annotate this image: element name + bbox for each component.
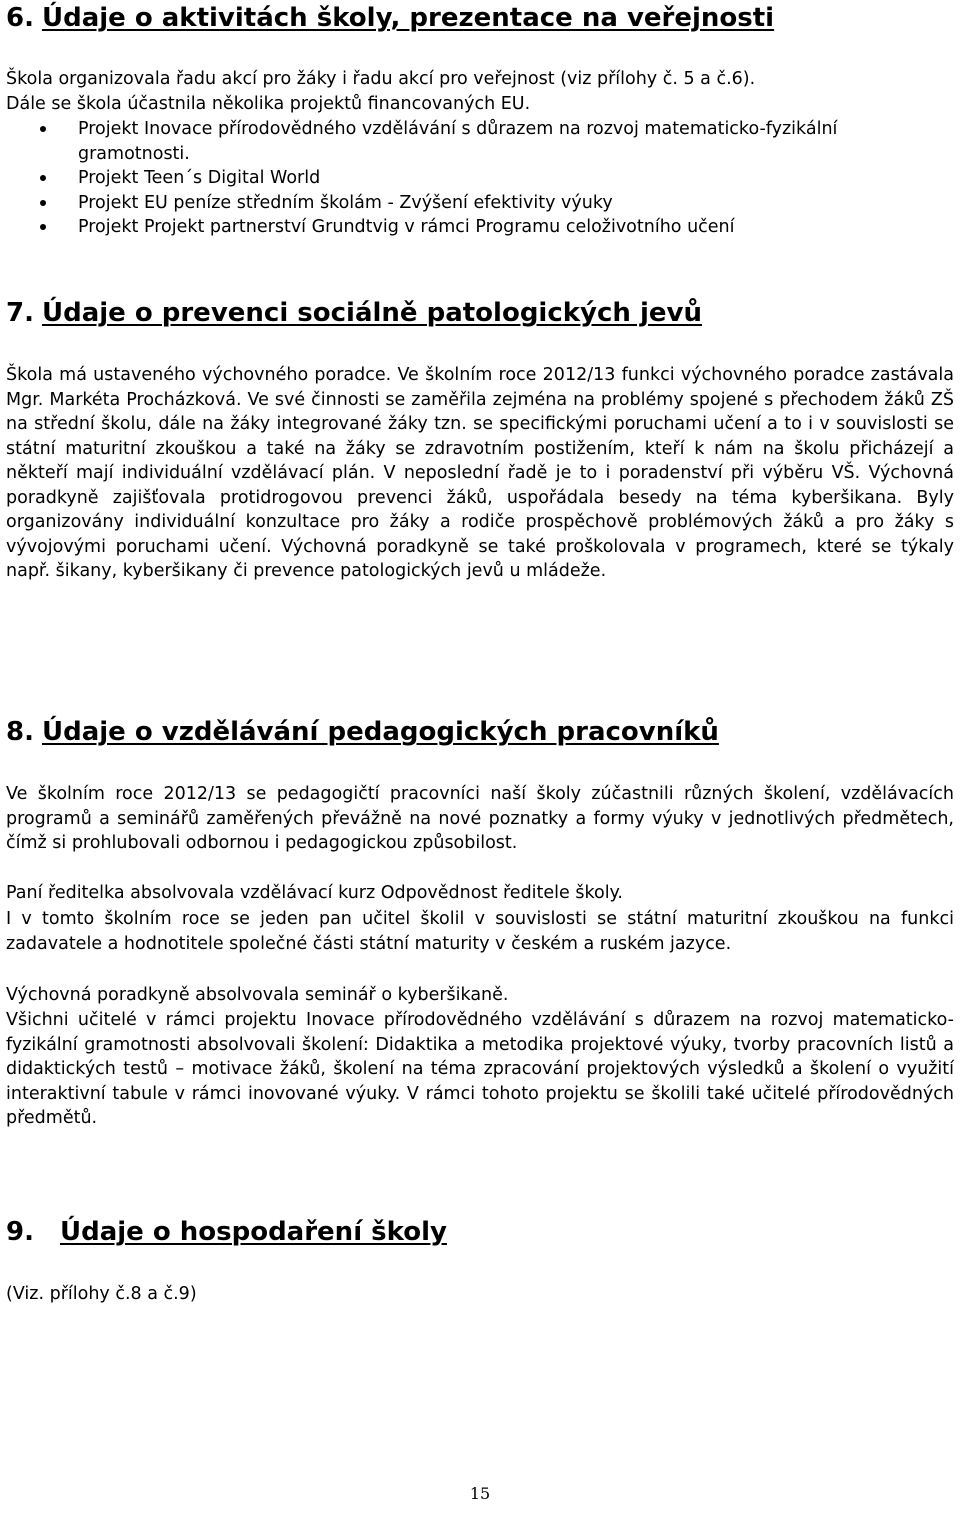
list-item <box>0 191 938 216</box>
section-9-number: 9. <box>6 1217 34 1247</box>
list-item <box>0 166 938 191</box>
section-9-heading <box>6 1216 447 1248</box>
section-9-title: Údaje o hospodaření školy <box>59 1217 447 1247</box>
bullet-icon <box>40 126 46 132</box>
section-8-number: 8. <box>6 717 34 747</box>
section-6-number: 6. <box>6 3 34 33</box>
project-item-text: Projekt Inovace přírodovědného vzdělávání s důrazem na rozvoj matematicko-fyzikální gramotnosti. <box>78 119 838 164</box>
list-item <box>0 117 938 166</box>
section-8-heading <box>6 716 719 748</box>
section-6-title: Údaje o aktivitách školy, prezentace na veřejnosti <box>41 3 775 33</box>
section-7-heading <box>6 297 702 329</box>
section-7-paragraph: Škola má ustaveného výchovného poradce. Ve školním roce 2012/13 funkci výchovného poradce zastávala Mgr. Markéta Procházková. Ve své činnosti se zaměřila zejména na problémy spojené s přechodem žáků ZŠ na střední školu, dále na žáky integrované žáky tzn. se specifickými poruchami učení a to i v souvislosti se státní maturitní zkouškou a také na žáky se zdravotním postižením, kteří k nám na školu přicházejí a někteří mají individuální vzdělávací plán. V neposlední řadě je to i poradenství při výběru VŠ. Výchovná poradkyně zajišťovala protidrogovou prevenci žáků, uspořádala besedy na téma kyberšikana. Byly organizovány individuální konzultace pro žáky a rodiče prospěchově problémových žáků a pro žáky s vývojovými poruchami učení. Výchovná poradkyně se také proškolovala v programech, které se týkaly např. šikany, kyberšikany či prevence patologických jevů u mládeže. <box>6 365 954 581</box>
page-number: 15 <box>469 1484 491 1503</box>
section-8-title: Údaje o vzdělávání pedagogických pracovníků <box>41 717 719 747</box>
section-7-title: Údaje o prevenci sociálně patologických jevů <box>41 298 702 328</box>
project-item-text: Projekt Projekt partnerství Grundtvig v rámci Programu celoživotního učení <box>78 217 735 238</box>
section-8-paragraph-5: Všichni učitelé v rámci projektu Inovace přírodovědného vzdělávání s důrazem na rozvoj matematicko-fyzikální gramotnosti absolvovali školení: Didaktika a metodika projektové výuky, tvorby pracovních listů a didaktických testů – motivace žáků, školení na téma zpracování projektových výsledků a školení o využití interaktivní tabule v rámci inovované výuky. V rámci tohoto projektu se školili také učitelé přírodovědných předmětů. <box>6 1010 954 1128</box>
section-8-paragraph-3: I v tomto školním roce se jeden pan učitel školil v souvislosti se státní maturitní zkouškou na funkci zadavatele a hodnotitele společné části státní maturity v českém a ruském jazyce. <box>6 909 954 954</box>
section-8-paragraph-4: Výchovná poradkyně absolvovala seminář o kyberšikaně. <box>6 985 509 1005</box>
list-item <box>0 215 938 240</box>
bullet-icon <box>40 224 46 230</box>
project-item-text: Projekt Teen´s Digital World <box>78 168 321 189</box>
section-6-heading <box>6 2 774 34</box>
project-item-text: Projekt EU peníze středním školám - Zvýšení efektivity výuky <box>78 192 613 213</box>
section-9-note: (Viz. přílohy č.8 a č.9) <box>6 1284 197 1304</box>
section-8-paragraph-1: Ve školním roce 2012/13 se pedagogičtí pracovníci naší školy zúčastnili různých školení, vzdělávacích programů a seminářů zaměřených převážně na nové poznatky a formy výuky v jednotlivých předmětech, čímž si prohlubovali odbornou i pedagogickou způsobilost. <box>6 784 954 853</box>
project-list <box>0 117 938 240</box>
bullet-icon <box>40 200 46 206</box>
section-6-intro-line2: Dále se škola účastnila několika projektů financovaných EU. <box>6 94 531 114</box>
section-6-intro-line1: Škola organizovala řadu akcí pro žáky i řadu akcí pro veřejnost (viz přílohy č. 5 a č.6). <box>6 69 756 89</box>
section-7-number: 7. <box>6 298 34 328</box>
section-8-paragraph-2: Paní ředitelka absolvovala vzdělávací kurz Odpovědnost ředitele školy. <box>6 883 623 903</box>
bullet-icon <box>40 175 46 181</box>
